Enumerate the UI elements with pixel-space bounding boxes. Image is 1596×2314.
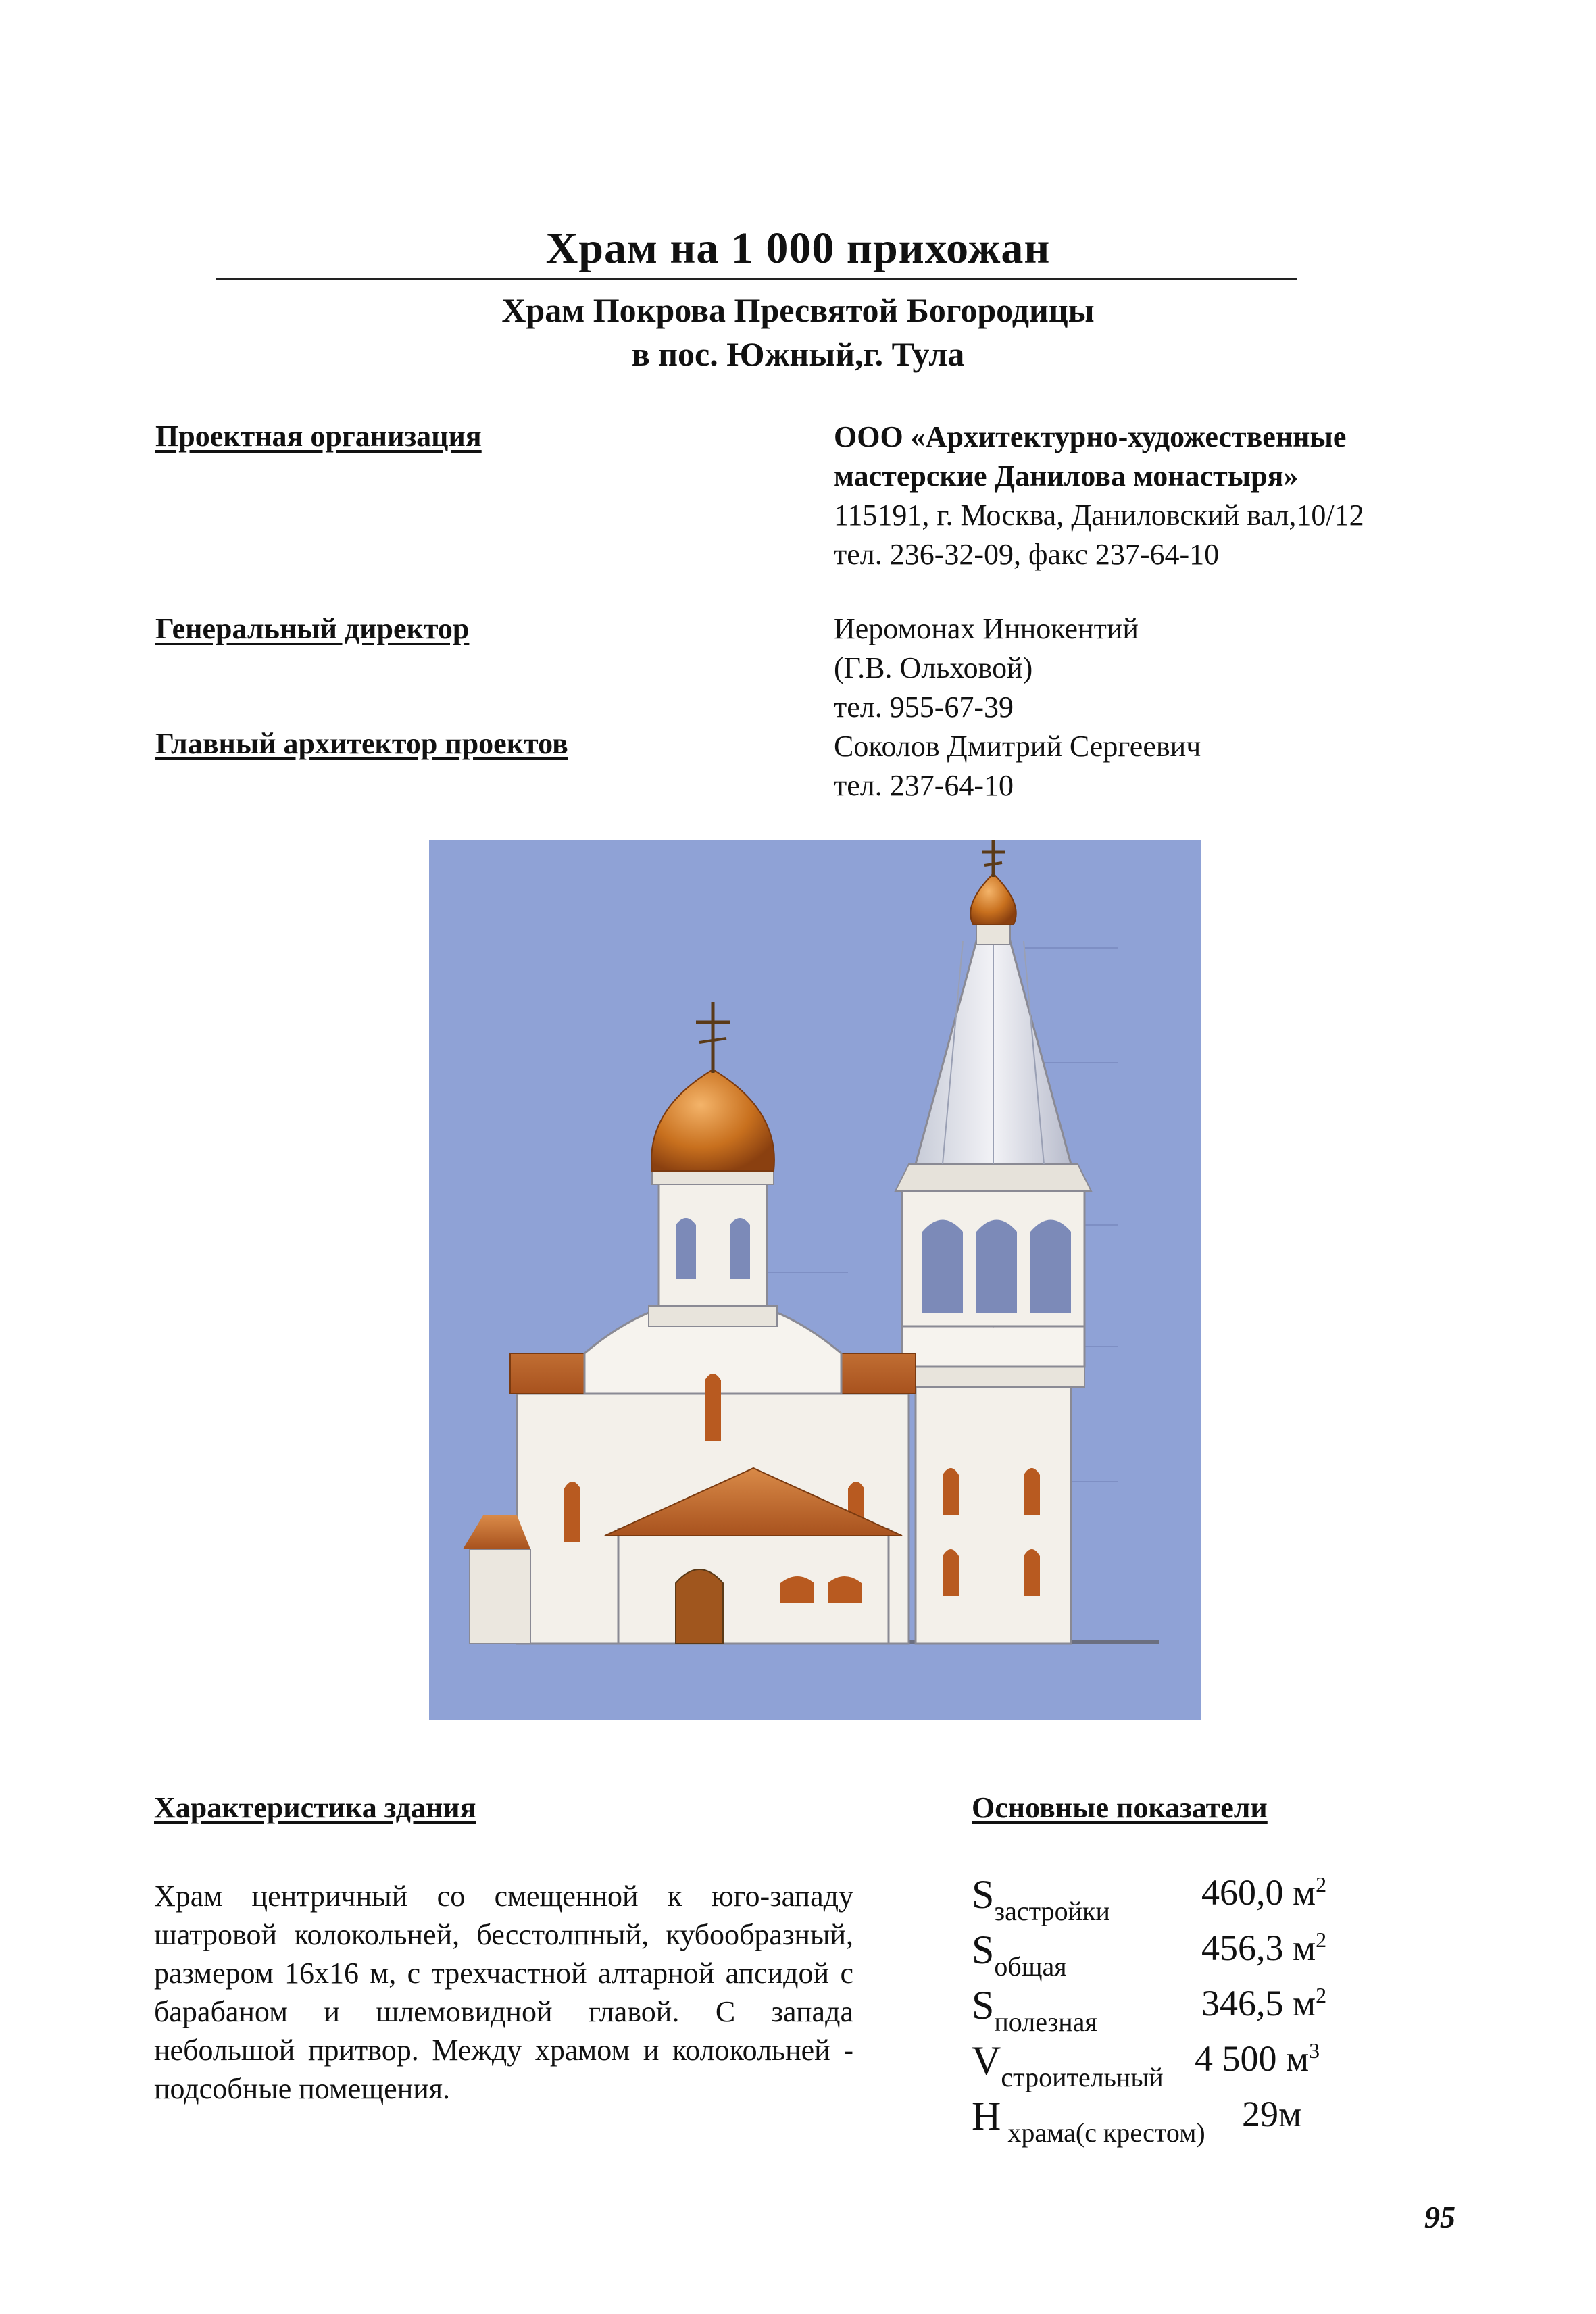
indicator-symbol: S: [972, 1983, 995, 2028]
indicator-symbol: H: [972, 2094, 1001, 2138]
characteristics-text: Храм центричный со смещенной к юго-западу шатровой колокольней, бесстолпный, кубообразный, размером 16х16 м, с трехчастной алтарной апсидой с барабаном и шлемовидной главой. С запада небольшой притвор. Между храмом и колокольней - подсобные помещения.: [154, 1880, 853, 2105]
director-name: Иеромонах Иннокентий: [834, 612, 1139, 645]
indicator-subscript: строительный: [1001, 2062, 1164, 2092]
project-org-address: 115191, г. Москва, Даниловский вал,10/12: [834, 499, 1364, 532]
church-elevation-drawing: [429, 840, 1201, 1720]
indicator-row: [972, 2093, 1391, 2148]
architect-phone: тел. 237-64-10: [834, 769, 1014, 802]
indicator-value: 346,5 м: [1201, 1983, 1316, 2023]
indicator-subscript: храма(с крестом): [1001, 2117, 1205, 2148]
indicator-symbol: V: [972, 2038, 1001, 2083]
project-org-details: [834, 418, 1364, 574]
indicator-subscript: общая: [994, 1951, 1067, 1982]
project-org-name-line2: мастерские Данилова монастыря»: [834, 459, 1299, 493]
subtitle-line2: в пос. Южный,г. Тула: [631, 335, 965, 373]
architect-details: [834, 727, 1201, 805]
subtitle-line1: Храм Покрова Пресвятой Богородицы: [501, 291, 1095, 329]
indicator-row: [972, 2038, 1391, 2093]
church-illustration: [429, 840, 1201, 1720]
architect-label: Главный архитектор проектов: [155, 727, 568, 760]
indicator-unit-power: 2: [1316, 1872, 1327, 1896]
indicator-subscript: полезная: [994, 2007, 1097, 2037]
indicator-unit-power: 2: [1316, 1983, 1327, 2007]
architect-name: Соколов Дмитрий Сергеевич: [834, 730, 1201, 763]
director-label: Генеральный директор: [155, 612, 470, 645]
indicator-unit-power: 2: [1316, 1928, 1327, 1952]
indicator-symbol: S: [972, 1872, 995, 1917]
indicator-row: [972, 1982, 1391, 2038]
title-underline: [216, 278, 1297, 280]
director-details: [834, 609, 1139, 727]
indicator-row: [972, 1871, 1391, 1927]
indicator-value: 29м: [1242, 2094, 1302, 2134]
indicator-value: 456,3 м: [1201, 1928, 1316, 1968]
indicators-label: Основные показатели: [972, 1791, 1268, 1824]
project-org-label: Проектная организация: [155, 420, 482, 453]
indicator-unit-power: 3: [1309, 2038, 1320, 2063]
indicator-value: 460,0 м: [1201, 1872, 1316, 1913]
bell-tower: [895, 840, 1091, 1644]
page-number: 95: [1424, 2200, 1455, 2234]
director-phone: тел. 955-67-39: [834, 690, 1014, 724]
page-title: Храм на 1 000 прихожан: [545, 224, 1051, 273]
indicator-symbol: S: [972, 1928, 995, 1972]
characteristics-label: Характеристика здания: [154, 1791, 476, 1824]
project-org-phone: тел. 236-32-09, факс 237-64-10: [834, 538, 1220, 571]
indicator-row: [972, 1927, 1391, 1982]
project-org-name-line1: ООО «Архитектурно-художественные: [834, 420, 1347, 453]
director-name2: (Г.В. Ольховой): [834, 651, 1033, 684]
indicator-value: 4 500 м: [1195, 2038, 1310, 2079]
indicator-subscript: застройки: [994, 1896, 1110, 1926]
